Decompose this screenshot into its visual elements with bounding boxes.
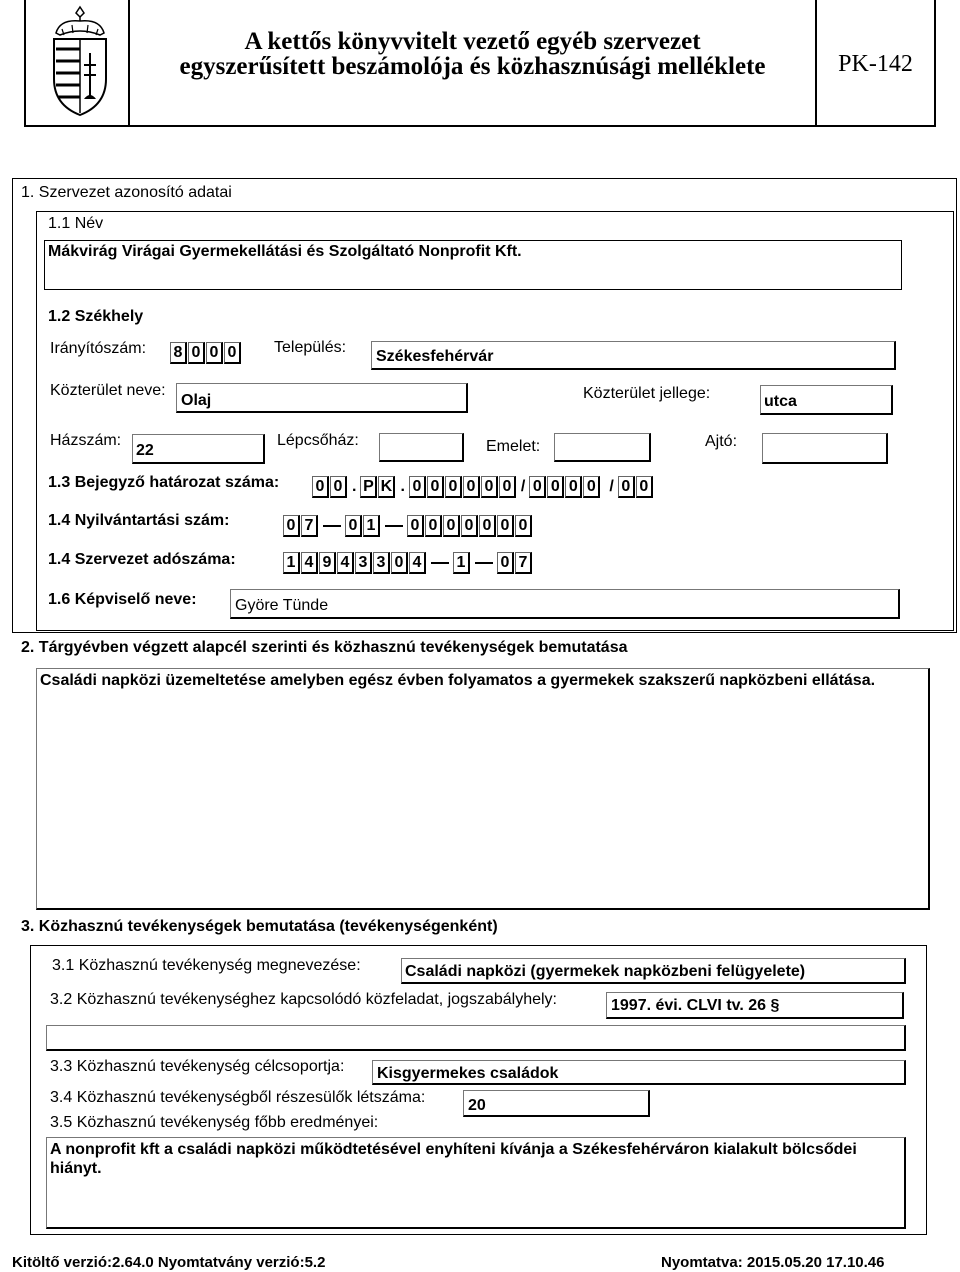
stair-label: Lépcsőház: bbox=[277, 432, 359, 449]
tax-digit: 9 bbox=[319, 552, 336, 574]
registry-digit: 0 bbox=[425, 515, 442, 537]
zip-digit: 0 bbox=[188, 342, 205, 364]
name-value: Mákvirág Virágai Gyermekellátási és Szolgáltató Nonprofit Kft. bbox=[48, 243, 522, 260]
results-label: 3.5 Közhasznú tevékenység főbb eredményei: bbox=[50, 1114, 379, 1131]
house-value: 22 bbox=[136, 442, 154, 459]
section2-text: Családi napközi üzemeltetése amelyben egész évben folyamatos a gyermekek szakszerű napközbeni ellátása. bbox=[40, 672, 876, 689]
tax-dash bbox=[475, 562, 493, 564]
city-label: Település: bbox=[274, 339, 347, 356]
tax-digit: 3 bbox=[373, 552, 390, 574]
floor-label: Emelet: bbox=[486, 438, 541, 455]
tax-digit: 4 bbox=[409, 552, 426, 574]
decree-digit: 0 bbox=[409, 476, 426, 498]
activity-name-value: Családi napközi (gyermekek napközbeni felügyelete) bbox=[405, 963, 806, 980]
decree-digit: 0 bbox=[499, 476, 516, 498]
beneficiaries-field[interactable] bbox=[463, 1090, 650, 1117]
decree-digit: 0 bbox=[481, 476, 498, 498]
tax-digit: 7 bbox=[515, 552, 532, 574]
decree-separator: / bbox=[609, 478, 614, 495]
registry-dash bbox=[385, 525, 403, 527]
registry-number-label: 1.4 Nyilvántartási szám: bbox=[48, 512, 230, 529]
beneficiaries-value: 20 bbox=[468, 1097, 486, 1114]
registry-digit: 0 bbox=[443, 515, 460, 537]
tax-number-label: 1.4 Szervezet adószáma: bbox=[48, 551, 236, 568]
seat-label: 1.2 Székhely bbox=[48, 308, 144, 325]
registry-digit: 0 bbox=[515, 515, 532, 537]
activity-name-label: 3.1 Közhasznú tevékenység megnevezése: bbox=[52, 957, 361, 974]
footer-version: Kitöltő verzió:2.64.0 Nyomtatvány verzió:5.2 bbox=[12, 1254, 326, 1271]
registry-digit: 0 bbox=[479, 515, 496, 537]
decree-digit: 0 bbox=[583, 476, 600, 498]
decree-digit: 0 bbox=[330, 476, 347, 498]
zip-field[interactable] bbox=[170, 341, 242, 365]
form-title-line1: A kettős könyvvitelt vezető egyéb szervezet bbox=[244, 28, 701, 55]
form-code: PK-142 bbox=[838, 51, 913, 77]
registry-digit: 0 bbox=[461, 515, 478, 537]
target-group-label: 3.3 Közhasznú tevékenység célcsoportja: bbox=[50, 1058, 345, 1075]
decree-digit: 0 bbox=[636, 476, 653, 498]
tax-digit: 4 bbox=[301, 552, 318, 574]
floor-field[interactable] bbox=[554, 433, 651, 462]
zip-digit: 0 bbox=[224, 342, 241, 364]
zip-digit: 0 bbox=[206, 342, 223, 364]
registry-dash bbox=[323, 525, 341, 527]
decree-digit: 0 bbox=[547, 476, 564, 498]
registry-digit: 7 bbox=[301, 515, 318, 537]
decree-digit: 0 bbox=[463, 476, 480, 498]
footer-print-date: Nyomtatva: 2015.05.20 17.10.46 bbox=[661, 1254, 885, 1271]
representative-label: 1.6 Képviselő neve: bbox=[48, 591, 197, 608]
name-label: 1.1 Név bbox=[48, 215, 104, 232]
registry-digit: 0 bbox=[497, 515, 514, 537]
tax-digit: 1 bbox=[453, 552, 470, 574]
registry-digit: 0 bbox=[345, 515, 362, 537]
tax-digit: 1 bbox=[283, 552, 300, 574]
tax-dash bbox=[431, 562, 449, 564]
public-duty-label: 3.2 Közhasznú tevékenységhez kapcsolódó közfeladat, jogszabályhely: bbox=[50, 991, 557, 1008]
decree-separator: . bbox=[400, 478, 405, 495]
representative-value: Györe Tünde bbox=[235, 597, 329, 614]
decree-number-field[interactable] bbox=[312, 475, 654, 499]
tax-digit: 4 bbox=[337, 552, 354, 574]
public-duty-value: 1997. évi. CLVI tv. 26 § bbox=[611, 997, 780, 1014]
decree-digit: 0 bbox=[618, 476, 635, 498]
decree-digit: 0 bbox=[445, 476, 462, 498]
section1-heading: 1. Szervezet azonosító adatai bbox=[21, 184, 232, 201]
door-label: Ajtó: bbox=[705, 433, 738, 450]
registry-digit: 0 bbox=[283, 515, 300, 537]
zip-digit: 8 bbox=[170, 342, 187, 364]
zip-label: Irányítószám: bbox=[50, 340, 147, 357]
decree-label: 1.3 Bejegyző határozat száma: bbox=[48, 474, 280, 491]
tax-number-field[interactable] bbox=[283, 551, 533, 575]
city-value: Székesfehérvár bbox=[376, 348, 494, 365]
decree-separator: / bbox=[520, 478, 526, 495]
decree-digit: K bbox=[378, 476, 395, 498]
registry-digit: 0 bbox=[407, 515, 424, 537]
street-field[interactable] bbox=[176, 383, 468, 413]
results-text: A nonprofit kft a családi napközi működtetésével enyhíteni kívánja a Székesfehérváron kialakult bölcsődei hiányt. bbox=[50, 1141, 857, 1177]
decree-digit: 0 bbox=[565, 476, 582, 498]
decree-digit: 0 bbox=[529, 476, 546, 498]
section3-heading: 3. Közhasznú tevékenységek bemutatása (tevékenységenként) bbox=[21, 918, 498, 935]
decree-digit: P bbox=[360, 476, 377, 498]
decree-separator: . bbox=[352, 478, 357, 495]
tax-digit: 0 bbox=[497, 552, 514, 574]
form-title-line2: egyszerűsített beszámolója és közhasznúsági melléklete bbox=[179, 53, 766, 80]
house-label: Házszám: bbox=[50, 432, 122, 449]
registry-number-field[interactable] bbox=[283, 514, 533, 538]
door-field[interactable] bbox=[762, 433, 888, 464]
stair-field[interactable] bbox=[379, 433, 464, 462]
decree-digit: 0 bbox=[312, 476, 329, 498]
coat-of-arms-icon bbox=[50, 5, 110, 117]
section2-heading: 2. Tárgyévben végzett alapcél szerinti és közhasznú tevékenységek bemutatása bbox=[21, 639, 628, 656]
section2-textarea[interactable] bbox=[36, 668, 930, 910]
public-duty-field-extra[interactable] bbox=[46, 1025, 906, 1051]
street-type-value: utca bbox=[764, 393, 797, 410]
tax-digit: 0 bbox=[391, 552, 408, 574]
tax-digit: 3 bbox=[355, 552, 372, 574]
street-type-label: Közterület jellege: bbox=[583, 385, 711, 402]
target-group-value: Kisgyermekes családok bbox=[377, 1065, 559, 1082]
representative-field[interactable] bbox=[230, 589, 900, 619]
beneficiaries-label: 3.4 Közhasznú tevékenységből részesülők létszáma: bbox=[50, 1089, 426, 1106]
decree-digit: 0 bbox=[427, 476, 444, 498]
street-label: Közterület neve: bbox=[50, 382, 166, 399]
registry-digit: 1 bbox=[363, 515, 380, 537]
street-value: Olaj bbox=[181, 392, 212, 409]
